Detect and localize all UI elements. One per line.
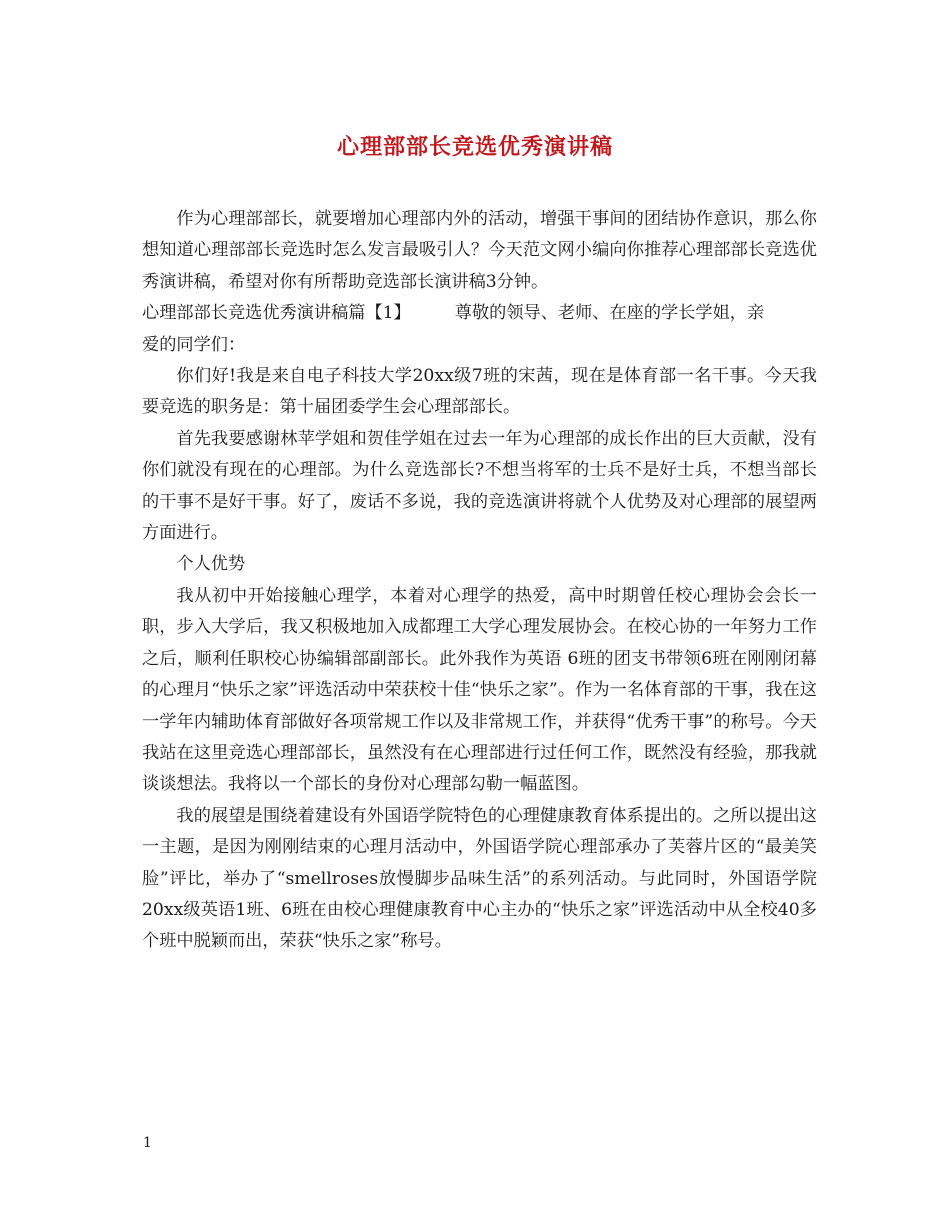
section-heading-line: [142, 298, 817, 329]
greeting-start: 尊敬的领导、老师、在座的学长学姐，亲: [454, 303, 765, 324]
body-paragraph: 你们好!我是来自电子科技大学20xx级7班的宋茜，现在是体育部一名干事。今天我要竞选的职务是：第十届团委学生会心理部部长。: [142, 366, 817, 418]
section-heading: 心理部部长竞选优秀演讲稿篇【1】: [142, 303, 411, 324]
body-paragraph: 首先我要感谢林苹学姐和贺佳学姐在过去一年为心理部的成长作出的巨大贡献，没有你们就没有现在的心理部。为什么竞选部长?不想当将军的士兵不是好士兵，不想当部长的干事不是好干事。好了，废话不多说，我的竞选演讲将就个人优势及对心理部的展望两方面进行。: [142, 428, 817, 544]
subheading-personal-strengths: 个人优势: [176, 554, 246, 575]
document-body: [142, 204, 817, 958]
body-paragraph: 我的展望是围绕着建设有外国语学院特色的心理健康教育体系提出的。之所以提出这一主题，是因为刚刚结束的心理月活动中，外国语学院心理部承办了芙蓉片区的“最美笑脸”评比，举办了“smellroses放慢脚步品味生活”的系列活动。与此同时，外国语学院20xx级英语1班、6班在由校心理健康教育中心主办的“快乐之家”评选活动中从全校40多个班中脱颖而出，荣获“快乐之家”称号。: [142, 805, 817, 952]
document-title: 心理部部长竞选优秀演讲稿: [336, 134, 613, 160]
page-number: 1: [143, 1135, 152, 1151]
body-paragraph: 我从初中开始接触心理学，本着对心理学的热爱，高中时期曾任校心理协会会长一职，步入大学后，我又积极地加入成都理工大学心理发展协会。在校心协的一年努力工作之后，顺利任职校心协编辑部副部长。此外我作为英语 6班的团支书带领6班在刚刚闭幕的心理月“快乐之家”评选活动中荣获校十佳“快乐之家”。作为一名体育部的干事，我在这一学年内辅助体育部做好各项常规工作以及非常规工作，并获得“优秀干事”的称号。今天我站在这里竞选心理部部长，虽然没有在心理部进行过任何工作，既然没有经验，那我就谈谈想法。我将以一个部长的身份对心理部勾勒一幅蓝图。: [142, 585, 817, 795]
greeting-end: 爱的同学们：: [142, 334, 246, 355]
intro-paragraph: 作为心理部部长，就要增加心理部内外的活动，增强干事间的团结协作意识，那么你想知道心理部部长竞选时怎么发言最吸引人？今天范文网小编向你推荐心理部部长竞选优秀演讲稿，希望对你有所帮助竞选部长演讲稿3分钟。: [142, 209, 817, 292]
